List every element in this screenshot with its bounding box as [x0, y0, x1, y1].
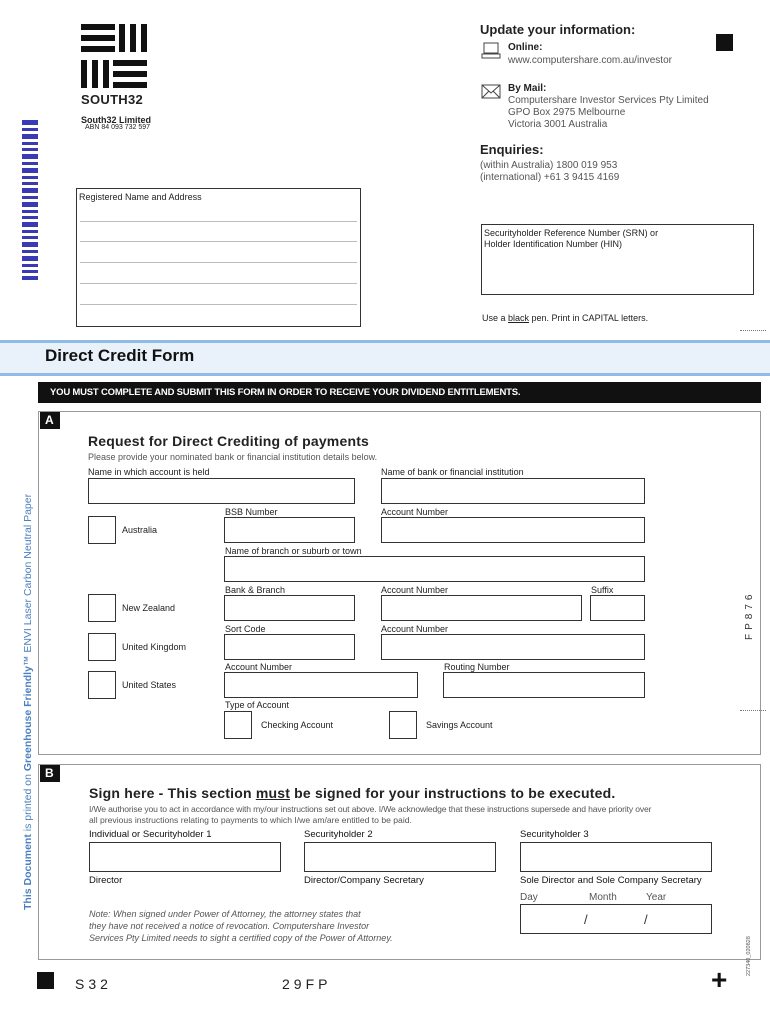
brand-name: SOUTH32 — [81, 92, 144, 107]
black-marker-square — [716, 34, 733, 51]
enquiries-line2: (international) +61 3 9415 4169 — [480, 172, 620, 183]
section-b-title-post: be signed for your instructions to be executed. — [290, 785, 616, 801]
online-url[interactable]: www.computershare.com.au/investor — [508, 55, 672, 66]
holder1-label: Individual or Securityholder 1 — [89, 829, 212, 840]
side-part2: is printed on — [22, 771, 34, 835]
section-a-frame — [38, 411, 761, 755]
registered-name-address-box — [76, 188, 361, 327]
enquiries-line1: (within Australia) 1800 019 953 — [480, 160, 618, 171]
account-name-input[interactable] — [88, 478, 355, 504]
sort-code-input[interactable] — [224, 634, 355, 660]
bsb-label: BSB Number — [225, 507, 278, 517]
pen-note-post: pen. Print in CAPITAL letters. — [529, 313, 649, 323]
pen-note-pre: Use a — [482, 313, 509, 323]
aus-account-label: Account Number — [381, 507, 449, 517]
united-states-checkbox[interactable] — [88, 671, 116, 699]
black-marker-square — [37, 972, 54, 989]
form-title: Direct Credit Form — [45, 346, 195, 365]
united-kingdom-label: United Kingdom — [122, 642, 187, 652]
date-slash-2: / — [644, 912, 648, 927]
side-part3: Greenhouse Friendly — [22, 666, 34, 772]
aus-account-input[interactable] — [381, 517, 645, 543]
new-zealand-label: New Zealand — [122, 603, 176, 613]
note-line3: Services Pty Limited needs to sight a certified copy of the Power of Attorney. — [89, 933, 393, 943]
name-in-account-label: Name in which account is held — [88, 467, 210, 477]
section-b-title — [89, 785, 616, 801]
authorisation-line1: I/We authorise you to act in accordance with my/our instructions set out above. I/We acknowledge that these instructions supersede and have priority over — [89, 804, 652, 814]
routing-input[interactable] — [443, 672, 645, 698]
address-line — [80, 304, 357, 305]
checking-account-label: Checking Account — [261, 720, 334, 730]
footer-left-code: S32 — [75, 976, 112, 992]
footer-mid-code: 29FP — [282, 976, 332, 992]
bank-name-label: Name of bank or financial institution — [381, 467, 524, 477]
bank-branch-label: Bank & Branch — [225, 585, 286, 595]
holder2-label: Securityholder 2 — [304, 829, 373, 840]
fp-code: FP876 — [744, 590, 755, 640]
us-account-input[interactable] — [224, 672, 418, 698]
side-part4: ™ ENVI Laser Carbon Neutral Paper — [22, 493, 34, 667]
united-kingdom-checkbox[interactable] — [88, 633, 116, 661]
side-part1: This Document — [22, 834, 34, 910]
section-b-title-pre: Sign here - This section — [89, 785, 256, 801]
dotted-mark — [740, 330, 766, 331]
section-b-title-must: must — [255, 785, 291, 801]
dotted-mark — [740, 710, 766, 711]
holder3-label: Securityholder 3 — [520, 829, 589, 840]
online-label: Online: — [508, 42, 543, 53]
date-slash-1: / — [584, 912, 588, 927]
address-line — [80, 221, 357, 222]
envelope-icon — [481, 84, 501, 100]
side-paper-notice — [22, 494, 34, 910]
suffix-label: Suffix — [591, 585, 614, 595]
account-type-label: Type of Account — [225, 700, 290, 710]
address-line — [80, 241, 357, 242]
united-states-label: United States — [122, 680, 177, 690]
holder3-signature-input[interactable] — [520, 842, 712, 872]
uk-account-label: Account Number — [381, 624, 449, 634]
role2-label: Director/Company Secretary — [304, 875, 424, 886]
right-code: 227340_020828 — [746, 936, 752, 976]
note-line2: they have not received a notice of revocation. Computershare Investor — [89, 921, 370, 931]
nz-bank-branch-input[interactable] — [224, 595, 355, 621]
enquiries-title: Enquiries: — [480, 142, 544, 157]
us-account-label: Account Number — [225, 662, 293, 672]
srn-label-1: Securityholder Reference Number (SRN) or — [484, 228, 659, 238]
holder2-signature-input[interactable] — [304, 842, 496, 872]
section-b-letter: B — [45, 766, 54, 780]
date-input[interactable] — [520, 904, 712, 934]
year-label: Year — [646, 892, 667, 903]
routing-label: Routing Number — [444, 662, 510, 672]
new-zealand-checkbox[interactable] — [88, 594, 116, 622]
day-label: Day — [520, 892, 538, 903]
mail-line1: Computershare Investor Services Pty Limited — [508, 95, 709, 106]
company-abn: ABN 84 093 732 597 — [85, 124, 150, 131]
pen-note-black: black — [508, 313, 530, 323]
australia-checkbox[interactable] — [88, 516, 116, 544]
role3-label: Sole Director and Sole Company Secretary — [520, 875, 702, 886]
mail-label: By Mail: — [508, 83, 547, 94]
sort-code-label: Sort Code — [225, 624, 266, 634]
company-name: South32 Limited — [81, 115, 152, 125]
banner-text: YOU MUST COMPLETE AND SUBMIT THIS FORM IN ORDER TO RECEIVE YOUR DIVIDEND ENTITLEMENTS. — [50, 387, 521, 398]
address-line — [80, 283, 357, 284]
address-line — [80, 262, 357, 263]
registered-box-label: Registered Name and Address — [79, 192, 202, 202]
holder1-signature-input[interactable] — [89, 842, 281, 872]
note-line1: Note: When signed under Power of Attorney, the attorney states that — [89, 909, 361, 919]
savings-account-checkbox[interactable] — [389, 711, 417, 739]
branch-label: Name of branch or suburb or town — [225, 546, 362, 556]
section-a-letter: A — [45, 413, 54, 427]
authorisation-line2: all previous instructions relating to payments to which I/we am/are entitled to be paid. — [89, 815, 412, 825]
australia-label: Australia — [122, 525, 158, 535]
savings-account-label: Savings Account — [426, 720, 493, 730]
uk-account-input[interactable] — [381, 634, 645, 660]
nz-suffix-input[interactable] — [590, 595, 645, 621]
computer-icon — [481, 42, 501, 60]
section-a-subtitle: Please provide your nominated bank or financial institution details below. — [88, 452, 378, 462]
srn-label-2: Holder Identification Number (HIN) — [484, 239, 623, 249]
branch-input[interactable] — [224, 556, 645, 582]
mail-line3: Victoria 3001 Australia — [508, 119, 608, 130]
month-label: Month — [589, 892, 617, 903]
srn-hin-box — [481, 224, 754, 295]
section-a-title: Request for Direct Crediting of payments — [88, 433, 370, 449]
plus-registration-mark: + — [711, 964, 728, 995]
nz-account-input[interactable] — [381, 595, 582, 621]
pen-note — [482, 313, 648, 323]
update-title: Update your information: — [480, 22, 636, 37]
checking-account-checkbox[interactable] — [224, 711, 252, 739]
nz-account-label: Account Number — [381, 585, 449, 595]
bank-name-input[interactable] — [381, 478, 645, 504]
mail-line2: GPO Box 2975 Melbourne — [508, 107, 626, 118]
role1-label: Director — [89, 875, 123, 886]
bsb-input[interactable] — [224, 517, 355, 543]
